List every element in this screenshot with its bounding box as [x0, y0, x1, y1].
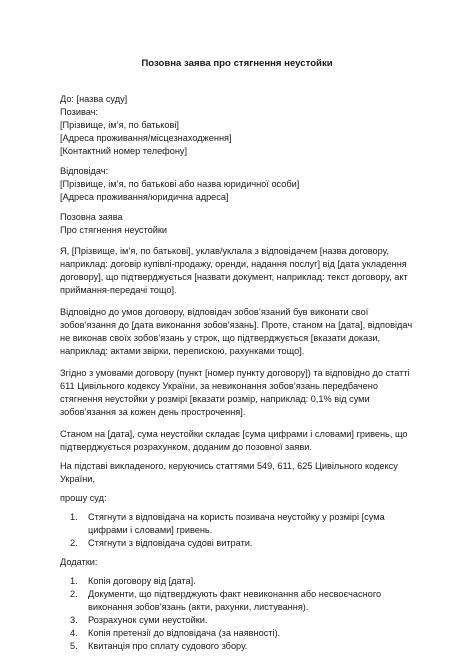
list-number: 1. [70, 512, 78, 522]
list-item-text: Документи, що підтверджують факт невиконання або несвоєчасного виконання зобов’язань (акти, рахунки, листування). [88, 589, 382, 613]
paragraph-4 [60, 428, 420, 454]
request-list [60, 511, 420, 550]
list-item-text: Копія договору від [дата]. [88, 576, 196, 586]
paragraph-2 [60, 306, 420, 358]
list-item [70, 588, 420, 614]
court-line: До: [назва суду] [60, 94, 128, 104]
list-number: 3. [70, 615, 78, 626]
defendant-block [60, 165, 420, 204]
list-number: 2. [70, 538, 78, 549]
list-number: 4. [70, 628, 78, 639]
plaintiff-label: Позивач: [60, 107, 98, 118]
list-item [70, 640, 420, 653]
defendant-name: [Прізвище, ім’я, по батькові або назва юридичної особи] [60, 179, 300, 190]
list-item-text: Квитанція про сплату судового збору. [88, 641, 248, 652]
list-item [70, 627, 420, 640]
list-item-text: Розрахунок суми неустойки. [88, 615, 208, 626]
paragraph-1 [60, 245, 420, 297]
paragraph-text: Я, [Прізвище, ім’я, по батькові], уклав/уклала з відповідачем [назва договору, наприклад: договір купівлі-продажу, оренди, надання послуг] від [дата укладення договору], що підтверджується [назвати документ, наприклад: текст договору, акт приймання-передачі тощо]. [60, 246, 408, 296]
document-title: Позовна заява про стягнення неустойки [141, 58, 333, 69]
list-number: 5. [70, 641, 78, 652]
attachments-label-text: Додатки: [60, 557, 98, 567]
paragraph-text: На підставі викладеного, керуючись статтями 549, 611, 625 Цивільного кодексу України, [60, 461, 398, 485]
list-item-text: Стягнути з відповідача судові витрати. [88, 538, 253, 549]
list-item-text: Стягнути з відповідача на користь позивача неустойку у розмірі [сума цифрами і словами] гривень. [88, 512, 385, 536]
plaintiff-address: [Адреса проживання/місцезнаходження] [60, 133, 232, 144]
defendant-address: [Адреса проживання/юридична адреса] [60, 192, 229, 203]
list-item [70, 614, 420, 627]
list-number: 2. [70, 589, 78, 600]
claim-type-line1: Позовна заява [60, 212, 123, 222]
list-item [70, 537, 420, 550]
plaintiff-phone: [Контактний номер телефону] [60, 146, 188, 157]
attachments-label [60, 556, 420, 569]
claim-type [60, 211, 420, 237]
request-label-text: прошу суд: [60, 493, 107, 503]
list-number: 1. [70, 576, 78, 586]
paragraph-text: Згідно з умовами договору (пункт [номер пункту договору]) та відповідно до статті 611 Цивільного кодексу України, за невиконання зобов’язань передбачено стягнення неустойки у розмірі [вказати розмір, наприклад: 0,1% від суми зобов’язання за кожен день прострочення]. [60, 368, 410, 418]
parties-header [60, 93, 420, 158]
list-item-text: Копія претензії до відповідача (за наявності). [88, 628, 281, 639]
paragraph-text: Станом на [дата], сума неустойки складає [сума цифрами і словами] гривень, що підтверджується розрахунком, доданим до позовної заяви. [60, 429, 408, 453]
defendant-label: Відповідач: [60, 166, 109, 176]
claim-type-line2: Про стягнення неустойки [60, 225, 168, 236]
list-item [70, 511, 420, 537]
paragraph-5 [60, 460, 420, 486]
attachments-list [60, 575, 420, 654]
plaintiff-name: [Прізвище, ім’я, по батькові] [60, 120, 179, 131]
request-label [60, 492, 420, 505]
paragraph-text: Відповідно до умов договору, відповідач зобов’язаний був виконати свої зобов’язання до [дата виконання зобов’язань]. Проте, станом на [дата], відповідач не виконав своїх зобов’язань у строк, що підтверджується [вказати докази, наприклад: актами звірки, перепискою, рахунками тощо]. [60, 307, 413, 357]
list-item [70, 575, 420, 588]
paragraph-3 [60, 367, 420, 419]
